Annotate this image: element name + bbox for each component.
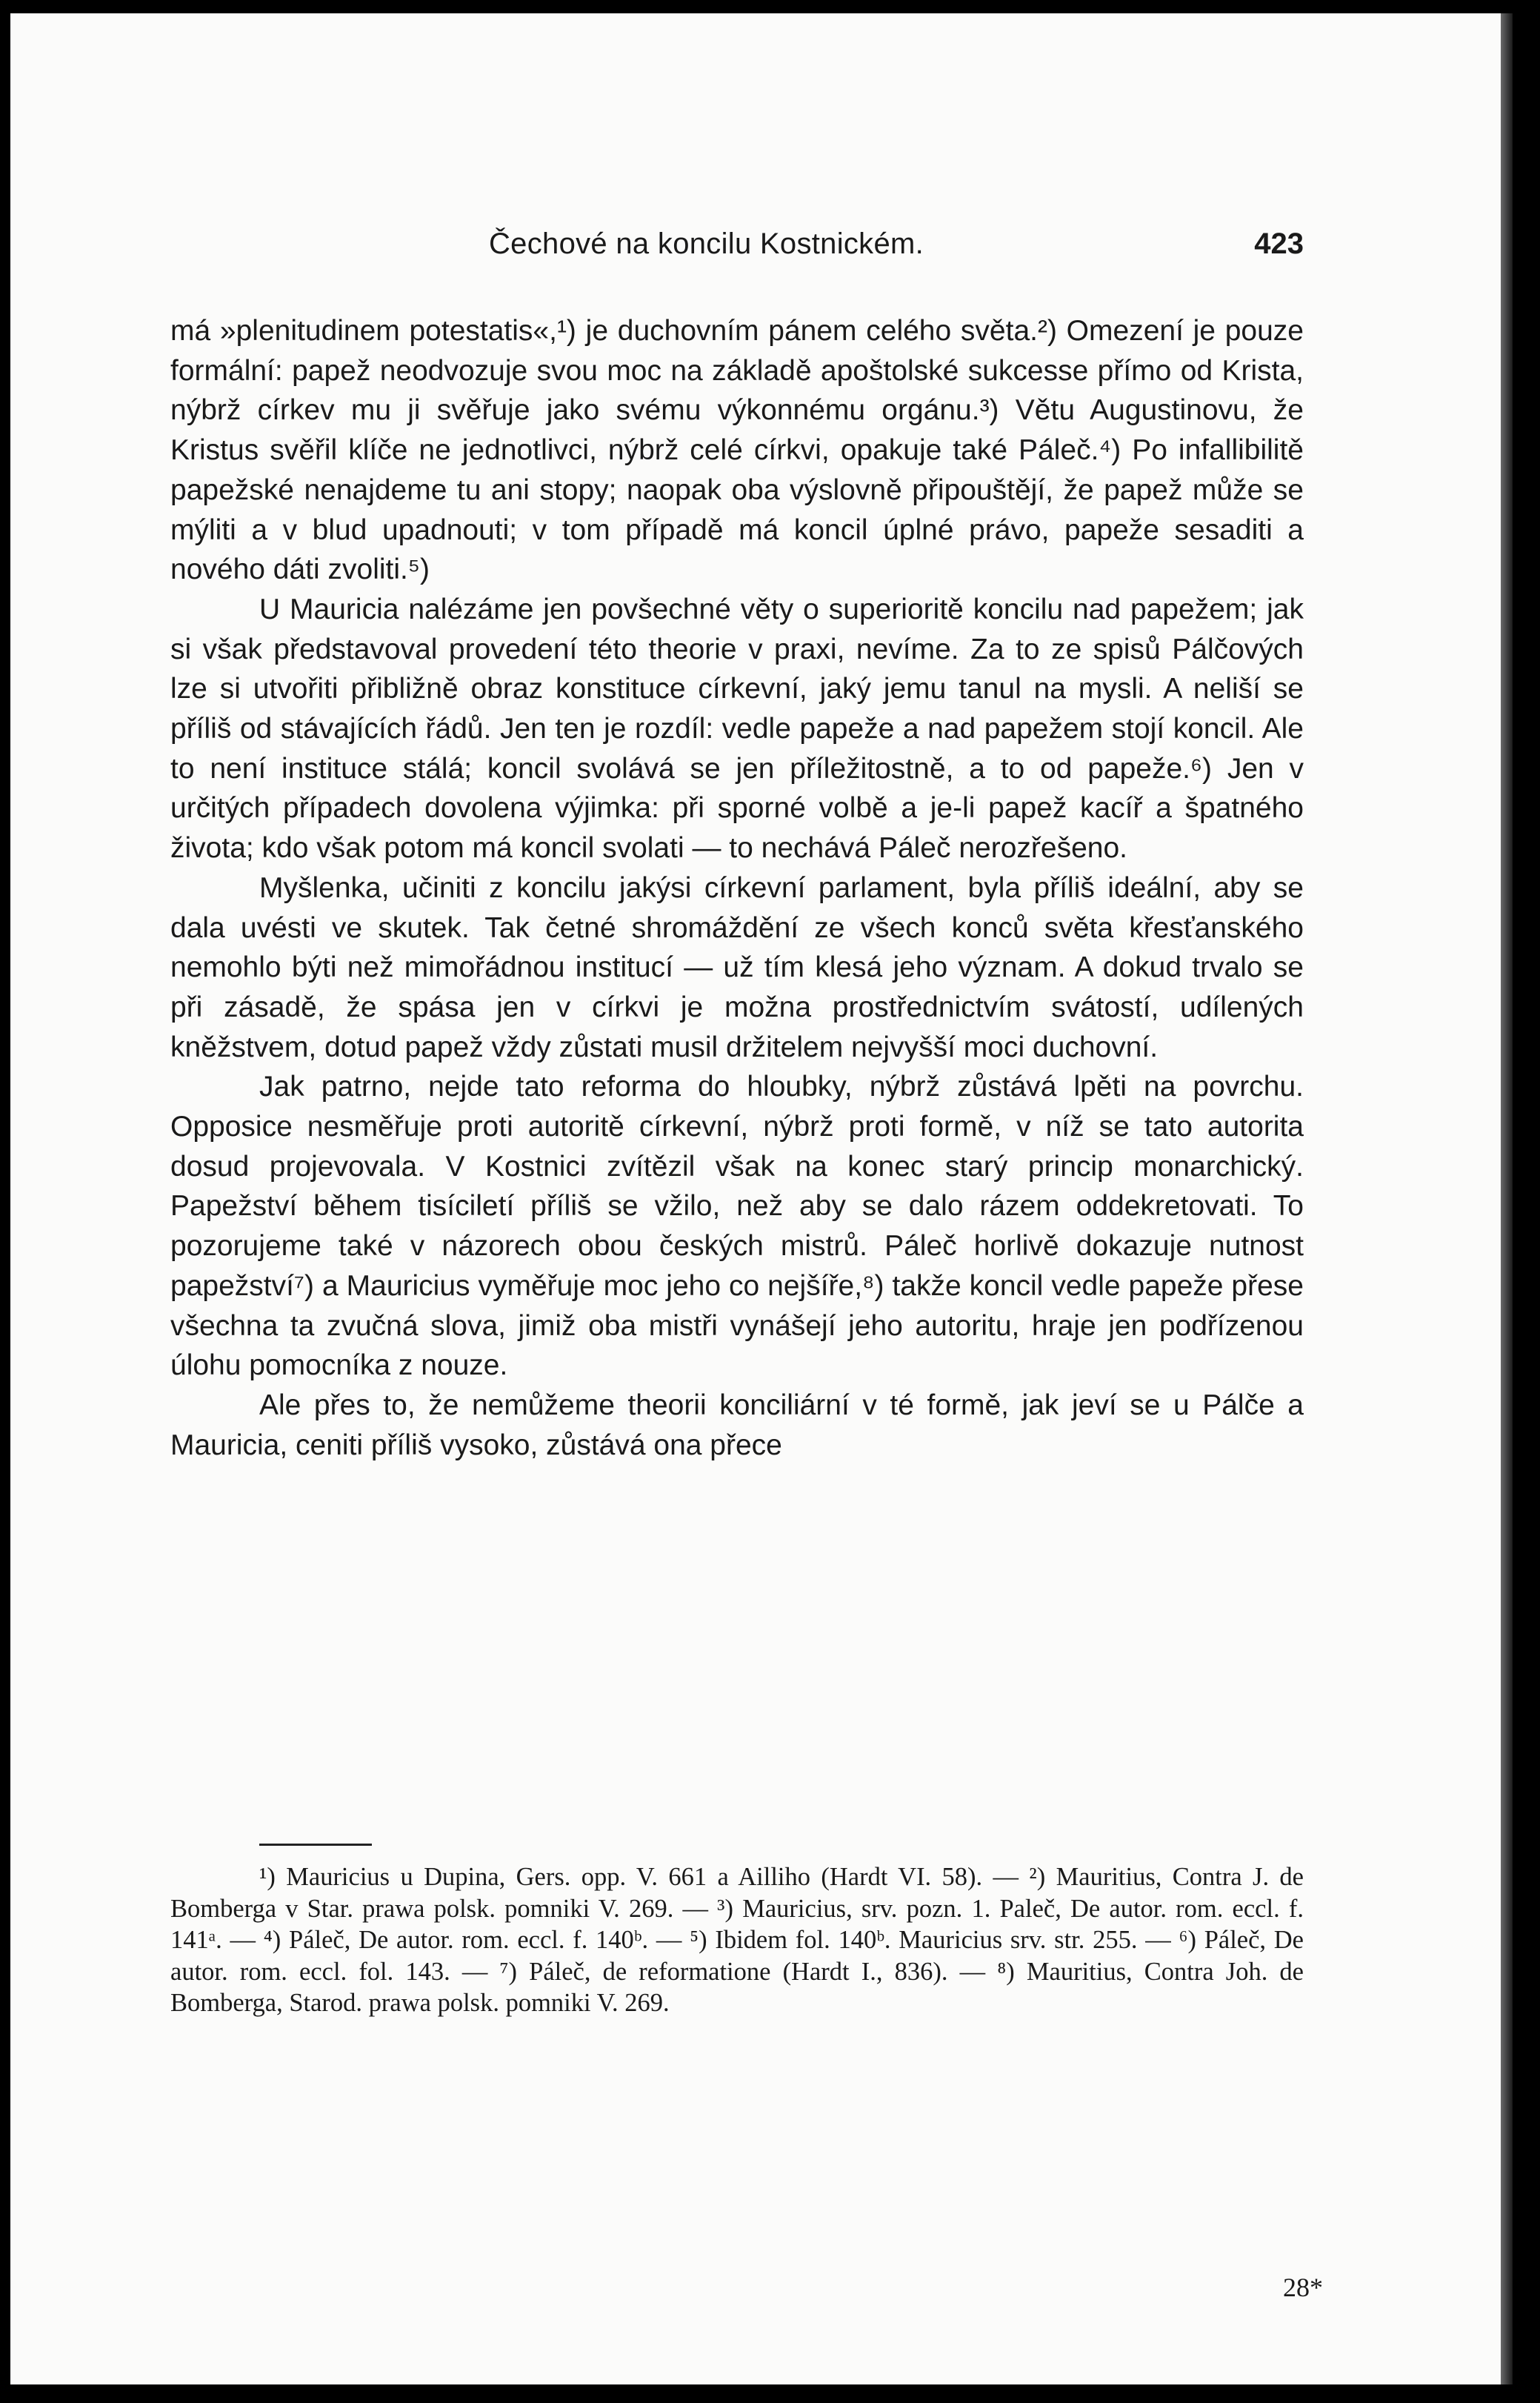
page-number: 423 [1254, 227, 1304, 260]
main-text [170, 311, 1304, 1465]
footnotes [170, 1861, 1304, 2019]
paragraph: Jak patrno, nejde tato reforma do hloubky, nýbrž zůstává lpěti na povrchu. Opposice nesměřuje proti autoritě církevní, nýbrž proti formě, v níž se tato autorita dosud projevovala. V Kostnici zvítězil však na konec starý princip monarchický. Papežství během tisíciletí příliš se vžilo, než aby se dalo rázem oddekretovati. To pozorujeme také v názorech obou českých mistrů. Páleč horlivě dokazuje nutnost papežství⁷) a Mauricius vyměřuje moc jeho co nejšíře,⁸) takže koncil vedle papeže přese všechna ta zvučná slova, jimiž oba mistři vynášejí jeho autoritu, hraje jen podřízenou úlohu pomocníka z nouze. [170, 1071, 1304, 1382]
signature-mark: 28* [1283, 2273, 1323, 2302]
paragraph: U Mauricia nalézáme jen povšechné věty o superioritě koncilu nad papežem; jak si však představoval provedení této theorie v praxi, nevíme. Za to ze spisů Pálčových lze si utvořiti přibližně obraz konstituce církevní, jaký jemu tanul na mysli. A neliší se příliš od stávajících řádů. Jen ten je rozdíl: vedle papeže a nad papežem stojí koncil. Ale to není instituce stálá; koncil svolává se jen příležitostně, a to od papeže.⁶) Jen v určitých případech dovolena výjimka: při sporné volbě a je-li papež kacíř a špatného života; kdo však potom má koncil svolati — to nechává Páleč nerozřešeno. [170, 593, 1304, 865]
footnote-text: ¹) Mauricius u Dupina, Gers. opp. V. 661 a Ailliho (Hardt VI. 58). — ²) Mauritius, Contra J. de Bomberga v Star. prawa polsk. pomniki V. 269. — ³) Mauricius, srv. pozn. 1. Paleč, De autor. rom. eccl. f. 141ᵃ. — ⁴) Páleč, De autor. rom. eccl. f. 140ᵇ. — ⁵) Ibidem fol. 140ᵇ. Mauricius srv. str. 255. — ⁶) Páleč, De autor. rom. eccl. fol. 143. — ⁷) Páleč, de reformatione (Hardt I., 836). — ⁸) Mauritius, Contra Joh. de Bomberga, Starod. prawa polsk. pomniki V. 269. [170, 1863, 1304, 2017]
paragraph: Myšlenka, učiniti z koncilu jakýsi církevní parlament, byla příliš ideální, aby se dala uvésti ve skutek. Tak četné shromáždění ze všech konců světa křesťanského nemohlo býti než mimořádnou institucí — už tím klesá jeho význam. A dokud trvalo se při zásadě, že spása jen v církvi je možna prostřednictvím svátostí, udílených kněžstvem, dotud papež vždy zůstati musil držitelem nejvyšší moci duchovní. [170, 871, 1304, 1063]
running-title: Čechové na koncilu Kostnickém. [489, 227, 924, 260]
page-header [170, 227, 1304, 272]
paragraph: má »plenitudinem potestatis«,¹) je duchovním pánem celého světa.²) Omezení je pouze formální: papež neodvozuje svou moc na základě apoštolské sukcesse přímo od Krista, nýbrž církev mu ji svěřuje jako svému výkonnému orgánu.³) Větu Augustinovu, že Kristus svěřil klíče ne jednotlivci, nýbrž celé církvi, opakuje také Páleč.⁴) Po infallibilitě papežské nenajdeme tu ani stopy; naopak oba výslovně připouštějí, že papež může se mýliti a v blud upadnouti; v tom případě má koncil úplné právo, papeže sesaditi a nového dáti zvoliti.⁵) [170, 315, 1304, 586]
paragraph: Ale přes to, že nemůžeme theorii konciliární v té formě, jak jeví se u Pálče a Mauricia, ceniti příliš vysoko, zůstává ona přece [170, 1389, 1304, 1461]
footnote-divider [259, 1844, 372, 1846]
page-edge-shadow [1501, 13, 1513, 2384]
